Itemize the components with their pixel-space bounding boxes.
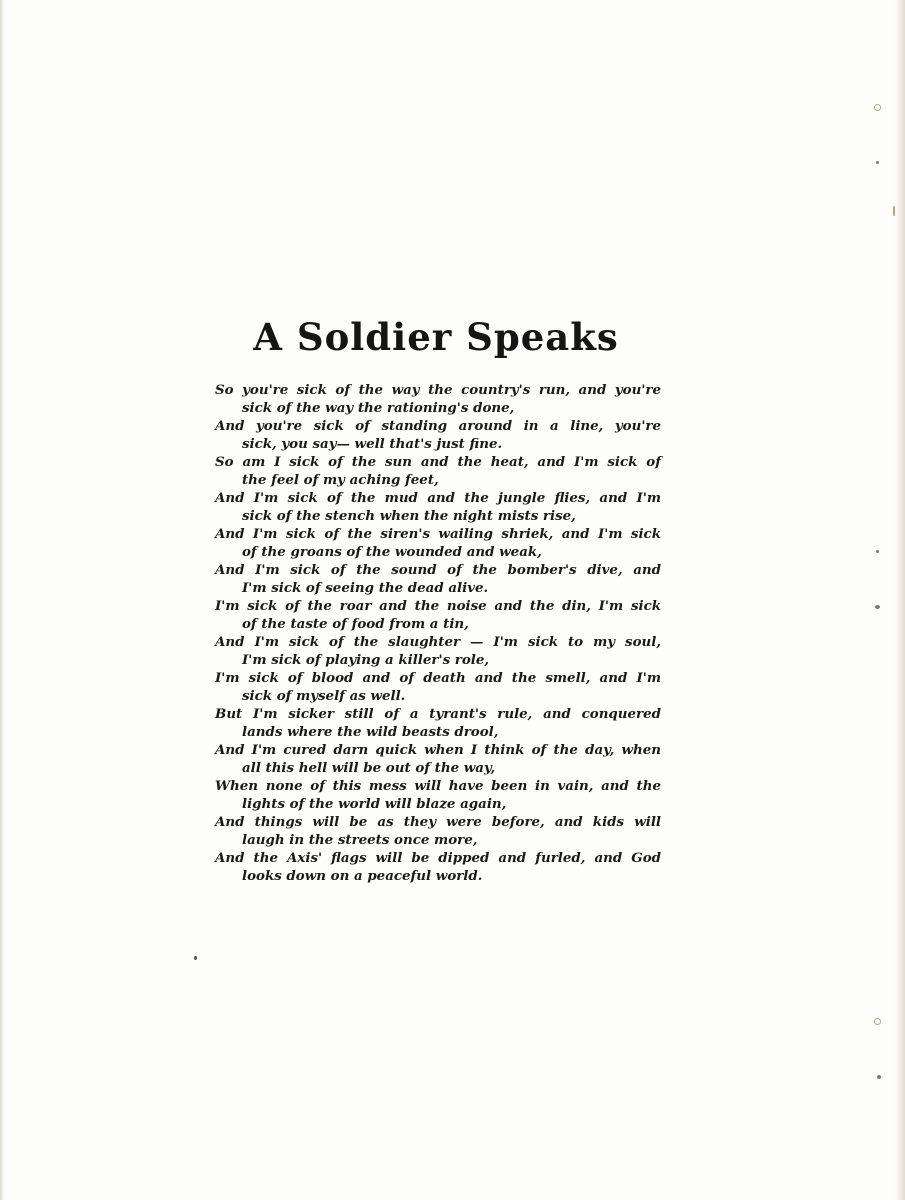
poem-line-continuation: I'm sick of playing a killer's role, [242,652,490,668]
poem-couplet [215,597,663,633]
poem-couplet [215,849,663,885]
poem-line-continuation: lights of the world will blaze again, [242,796,507,812]
poem-line-continuation: laugh in the streets once more, [242,832,478,848]
poem-couplet [215,669,663,705]
poem-couplet [215,813,663,849]
poem-line: And the Axis' flags will be dipped and furled, and God [215,850,661,866]
poem-line-continuation: the feel of my aching feet, [242,472,439,488]
poem-line: And I'm sick of the slaughter — I'm sick to my soul, [215,634,661,650]
poem-line-continuation: all this hell will be out of the way, [242,760,496,776]
poem-line-continuation: of the groans of the wounded and weak, [242,544,542,560]
paper-speck [876,161,879,164]
poem-couplet [215,561,663,597]
poem-couplet [215,633,663,669]
poem-line: I'm sick of the roar and the noise and the din, I'm sick [215,598,661,614]
poem-body [215,381,663,885]
poem-line-continuation: sick of myself as well. [242,688,406,704]
poem-line: And I'm sick of the mud and the jungle flies, and I'm [215,490,661,506]
poem-line: So am I sick of the sun and the heat, and I'm sick of [215,454,661,470]
binding-hole-mark [874,1018,881,1025]
poem-couplet [215,777,663,813]
poem-couplet [215,741,663,777]
page-right-edge-shadow [895,0,905,1200]
poem-title: A Soldier Speaks [253,315,619,359]
page-left-edge-shadow [0,0,4,1200]
paper-speck [875,605,880,609]
poem-line: And I'm cured darn quick when I think of the day, when [215,742,661,758]
poem-couplet [215,489,663,525]
poem-couplet [215,705,663,741]
poem-line: And things will be as they were before, and kids will [215,814,661,830]
poem-couplet [215,525,663,561]
poem-line-continuation: sick of the stench when the night mists rise, [242,508,576,524]
paper-speck [877,1075,881,1079]
poem-couplet [215,453,663,489]
poem-line: But I'm sicker still of a tyrant's rule, and conquered [215,706,661,722]
poem-line-continuation: sick of the way the rationing's done, [242,400,515,416]
poem-line: And I'm sick of the siren's wailing shriek, and I'm sick [215,526,661,542]
poem-couplet [215,381,663,417]
poem-line-continuation: looks down on a peaceful world. [242,868,483,884]
poem-line: And you're sick of standing around in a line, you're [215,418,661,434]
paper-speck [194,956,197,960]
poem-line: And I'm sick of the sound of the bomber's dive, and [215,562,661,578]
paper-speck [876,550,879,553]
binding-hole-mark [874,104,881,111]
poem-line: When none of this mess will have been in vain, and the [215,778,661,794]
poem-line-continuation: of the taste of food from a tin, [242,616,469,632]
poem-line: I'm sick of blood and of death and the smell, and I'm [215,670,661,686]
poem-line-continuation: I'm sick of seeing the dead alive. [242,580,489,596]
paper-speck [893,206,895,216]
poem-line-continuation: lands where the wild beasts drool, [242,724,499,740]
poem-line: So you're sick of the way the country's run, and you're [215,382,661,398]
poem-couplet [215,417,663,453]
poem-line-continuation: sick, you say— well that's just fine. [242,436,503,452]
